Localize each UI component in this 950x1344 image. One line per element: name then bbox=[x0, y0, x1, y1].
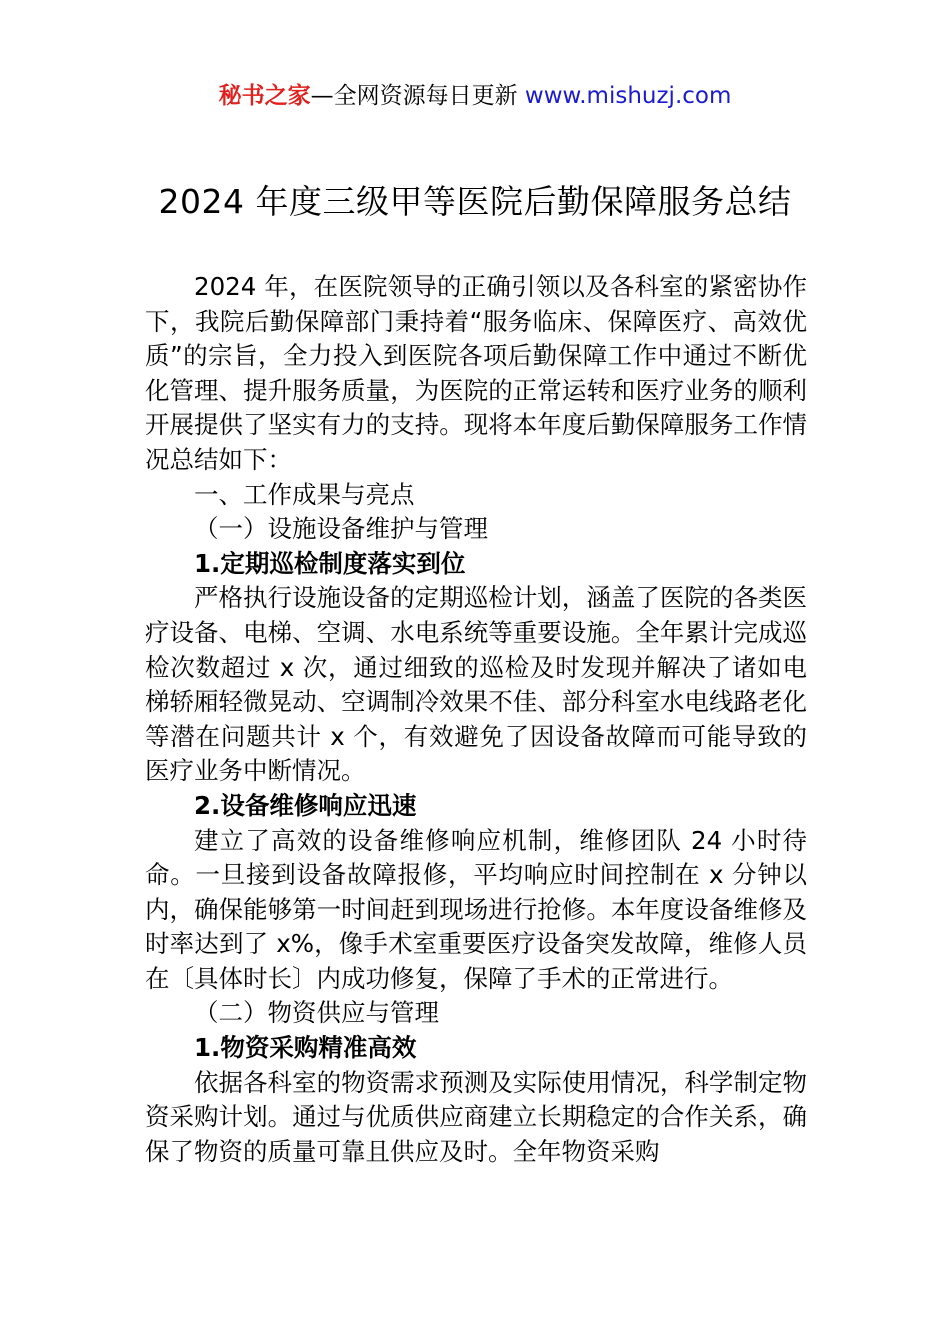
section-heading-achievements: 一、工作成果与亮点 bbox=[194, 479, 415, 509]
item-heading-procurement: 1.物资采购精准高效 bbox=[194, 1033, 417, 1063]
paragraph-repair: 建立了高效的设备维修响应机制，维修团队 24 小时待命。一旦接到设备故障报修，平均响应时间控制在 x 分钟以内，确保能够第一时间赶到现场进行抢修。本年度设备维修及时率达到了 x%，像手术室重要医疗设备突发故障，维修人员在〔具体时长〕内成功修复，保障了手术的正常进行。 bbox=[145, 825, 807, 993]
site-header bbox=[0, 80, 950, 112]
item-heading-repair: 2.设备维修响应迅速 bbox=[194, 790, 417, 820]
site-url-link[interactable]: www.mishuzj.com bbox=[524, 83, 732, 109]
document-title: 2024 年度三级甲等医院后勤保障服务总结 bbox=[158, 182, 792, 221]
paragraph-procurement: 依据各科室的物资需求预测及实际使用情况，科学制定物资采购计划。通过与优质供应商建立长期稳定的合作关系，确保了物资的质量可靠且供应及时。全年物资采购 bbox=[145, 1067, 807, 1166]
document-body bbox=[145, 270, 807, 1169]
subsection-heading-supplies: （二）物资供应与管理 bbox=[194, 998, 439, 1028]
paragraph-inspection: 严格执行设施设备的定期巡检计划，涵盖了医院的各类医疗设备、电梯、空调、水电系统等重要设施。全年累计完成巡检次数超过 x 次，通过细致的巡检及时发现并解决了诸如电梯轿厢轻微晃动、空调制冷效果不佳、部分科室水电线路老化等潜在问题共计 x 个，有效避免了因设备故障而可能导致的医疗业务中断情况。 bbox=[145, 583, 807, 786]
item-heading-inspection: 1.定期巡检制度落实到位 bbox=[194, 548, 466, 578]
site-tagline: —全网资源每日更新 bbox=[310, 83, 525, 109]
intro-paragraph: 2024 年，在医院领导的正确引领以及各科室的紧密协作下，我院后勤保障部门秉持着“服务临床、保障医疗、高效优质”的宗旨，全力投入到医院各项后勤保障工作中通过不断优化管理、提升服务质量，为医院的正常运转和医疗业务的顺利开展提供了坚实有力的支持。现将本年度后勤保障服务工作情况总结如下： bbox=[145, 272, 807, 474]
site-brand: 秘书之家 bbox=[218, 83, 311, 109]
subsection-heading-facilities: （一）设施设备维护与管理 bbox=[194, 514, 488, 544]
